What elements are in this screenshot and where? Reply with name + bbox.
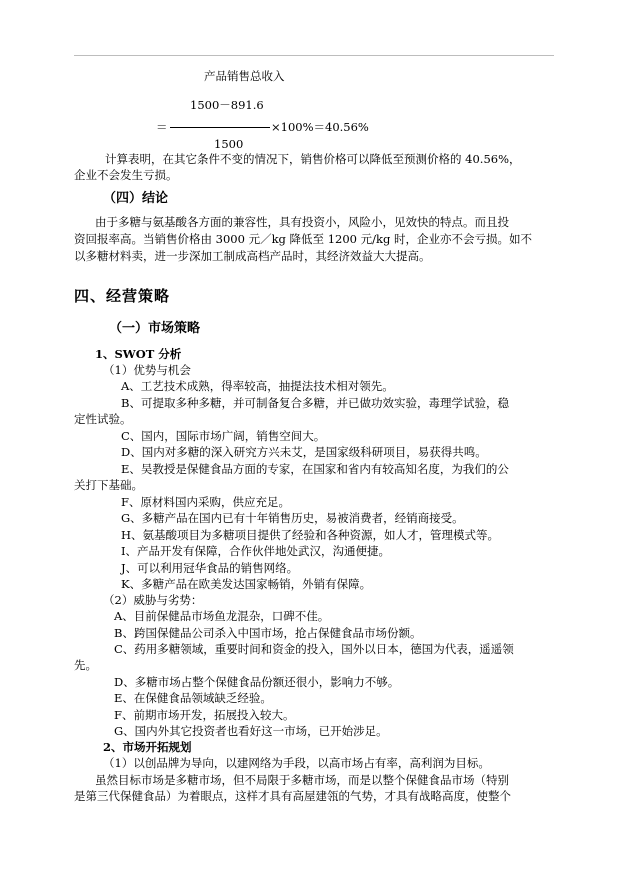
market-line: （1）以创品牌为导向，以建网络为手段，以高市场占有率，高利润为目标。 [103,756,490,770]
list-item: E、吴教授是保健食品方面的专家，在国家和省内有较高知名度，为我们的公 [121,462,509,476]
calc-line-1: 计算表明，在其它条件不变的情况下，销售价格可以降低至预测价格的 40.56%， [105,152,521,166]
fraction-bar [170,127,270,128]
list-item: K、多糖产品在欧美发达国家畅销，外销有保障。 [121,577,372,591]
list-item: F、原材料国内采购，供应充足。 [121,495,290,509]
threats-heading: （2）威胁与劣势： [103,593,203,607]
list-item: B、可提取多种多糖，并可制备复合多糖，并已做功效实验，毒理学试验，稳 [121,396,509,410]
section-heading: 四、经营策略 [74,287,171,305]
list-item: F、前期市场开发，拓展投入较大。 [114,708,295,722]
market-line: 虽然目标市场是多糖市场，但不局限于多糖市场，而是以整个保健食品市场（特别 [95,773,509,787]
formula-equals: ＝ [156,120,168,134]
swot-heading: 1、SWOT 分析 [95,347,182,361]
list-item: A、目前保健品市场鱼龙混杂，口碑不佳。 [114,609,330,623]
list-item: C、国内，国际市场广阔，销售空间大。 [121,429,326,443]
list-item: J、可以利用冠华食品的销售网络。 [121,561,299,575]
list-item: 关打下基础。 [74,478,143,492]
conclusion-line-2: 资回报率高。当销售价格由 3000 元／kg 降低至 1200 元/kg 时，企业亦不会亏损。如不 [74,232,532,246]
list-item: G、多糖产品在国内已有十年销售历史，易被消费者，经销商接受。 [121,511,464,525]
conclusion-heading: （四）结论 [103,191,169,206]
subsection-heading: （一）市场策略 [109,321,201,336]
list-item: B、跨国保健品公司杀入中国市场，抢占保健食品市场份额。 [114,626,422,640]
list-item: D、国内对多糖的深入研究方兴未艾，是国家级科研项目，易获得共鸣。 [121,445,487,459]
market-heading: 2、市场开拓规划 [103,740,192,754]
list-item: I、产品开发有保障，合作伙伴地处武汉，沟通便捷。 [121,544,391,558]
calc-line-2: 企业不会发生亏损。 [74,168,178,182]
formula-denominator: 1500 [214,137,244,151]
formula-result: ×100%＝40.56% [271,120,369,134]
conclusion-line-1: 由于多糖与氨基酸各方面的兼容性，具有投资小，风险小，见效快的特点。而且投 [95,215,509,229]
header-rule [74,55,554,56]
strengths-heading: （1）优势与机会 [103,363,191,377]
list-item: 定性试验。 [74,412,132,426]
conclusion-line-3: 以多糖材料卖，进一步深加工制成高档产品时，其经济效益大大提高。 [74,249,431,263]
formula-label: 产品销售总收入 [204,69,285,83]
market-line: 是第三代保健食品）为着眼点，这样才具有高屋建瓴的气势，才具有战略高度，使整个 [74,789,511,803]
list-item: G、国内外其它投资者也看好这一市场，已开始涉足。 [114,724,388,738]
list-item: C、药用多糖领域，重要时间和资金的投入，国外以日本，德国为代表，遥遥领 [114,642,514,656]
formula-numerator: 1500－891.6 [190,98,264,112]
list-item: H、氨基酸项目为多糖项目提供了经验和各种资源，如人才，管理模式等。 [121,528,500,542]
list-item: 先。 [74,658,97,672]
list-item: D、多糖市场占整个保健食品份额还很小，影响力不够。 [114,675,400,689]
list-item: A、工艺技术成熟，得率较高，抽提法技术相对领先。 [121,379,394,393]
list-item: E、在保健食品领域缺乏经验。 [114,691,272,705]
